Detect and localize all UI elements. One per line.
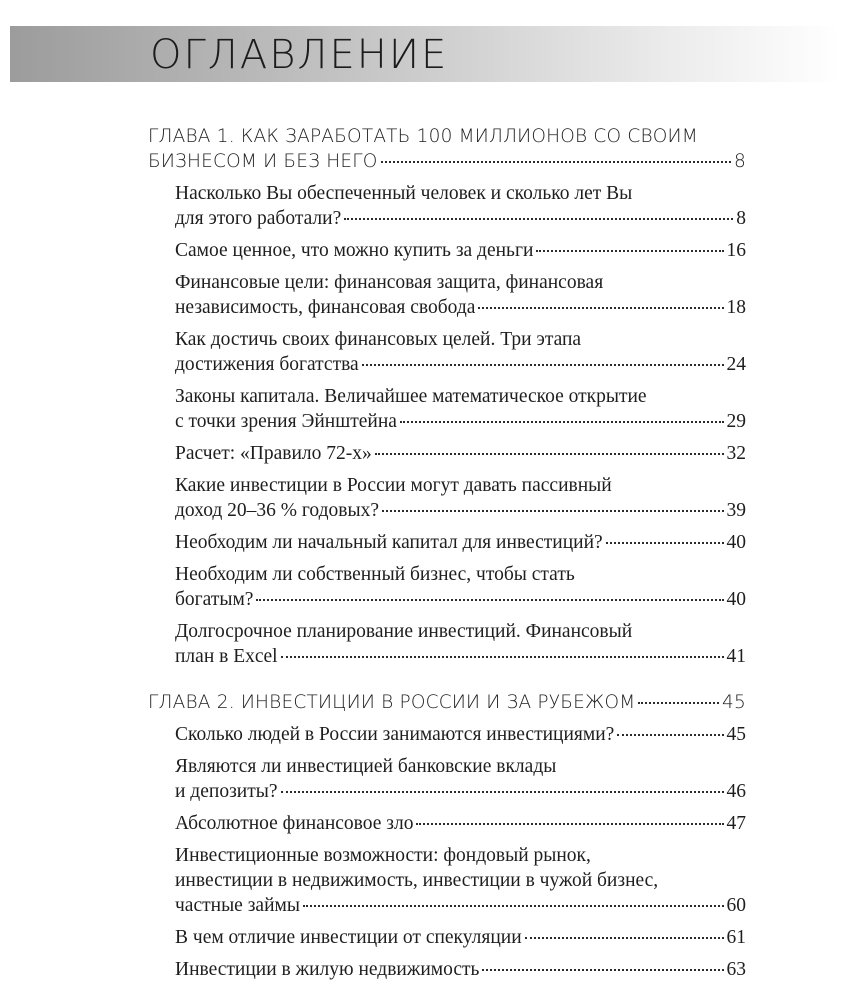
dot-leader [536, 250, 723, 252]
page-number: 39 [726, 500, 746, 521]
section-title-line: Необходим ли начальный капитал для инвестиций? [175, 532, 603, 553]
section-title-line: Расчет: «Правило 72-х» [175, 443, 372, 464]
dot-leader [362, 364, 724, 366]
dot-leader [478, 307, 723, 309]
toc-section[interactable] [148, 181, 746, 231]
section-title-line: независимость, финансовая свобода [175, 297, 476, 318]
dot-leader [382, 510, 723, 512]
section-title-line: Финансовые цели: финансовая защита, финансовая [175, 272, 604, 293]
dot-leader [482, 969, 723, 971]
section-title-line: и депозиты? [175, 781, 278, 802]
section-title-line: доход 20–36 % годовых? [175, 500, 380, 521]
toc-section[interactable] [148, 811, 746, 836]
page-number: 47 [726, 813, 746, 834]
toc-section[interactable] [148, 957, 746, 982]
page-number: 8 [734, 151, 746, 172]
page-number: 8 [736, 208, 746, 229]
page-number: 32 [726, 443, 746, 464]
page-number: 40 [726, 589, 746, 610]
section-title-line: Абсолютное финансовое зло [175, 813, 414, 834]
toc-section[interactable] [148, 238, 746, 263]
section-title-line: Насколько Вы обеспеченный человек и сколько лет Вы [175, 183, 633, 204]
toc-section[interactable] [148, 562, 746, 612]
section-title-line: план в Excel [175, 646, 278, 667]
toc-chapter-1[interactable] [148, 124, 746, 174]
dot-leader [638, 702, 719, 704]
page-number: 63 [726, 959, 746, 980]
chapter-title-line: ГЛАВА 1. КАК ЗАРАБОТАТЬ 100 МИЛЛИОНОВ СО СВОИМ [148, 126, 698, 147]
page-number: 46 [726, 781, 746, 802]
section-title-line: Необходим ли собственный бизнес, чтобы стать [175, 564, 575, 585]
section-title-line: инвестиции в недвижимость, инвестиции в чужой бизнес, [175, 870, 659, 891]
toc-section[interactable] [148, 722, 746, 747]
toc-section[interactable] [148, 327, 746, 377]
section-title-line: для этого работали? [175, 208, 342, 229]
toc-section[interactable] [148, 530, 746, 555]
dot-leader [375, 453, 724, 455]
toc-section[interactable] [148, 925, 746, 950]
dot-leader [617, 734, 723, 736]
page-number: 40 [726, 532, 746, 553]
dot-leader [281, 791, 724, 793]
section-title-line: Инвестиционные возможности: фондовый рынок, [175, 845, 591, 866]
dot-leader [344, 218, 733, 220]
dot-leader [606, 542, 724, 544]
section-title-line: Самое ценное, что можно купить за деньги [175, 240, 534, 261]
chapter-title-line: ГЛАВА 2. ИНВЕСТИЦИИ В РОССИИ И ЗА РУБЕЖОМ [148, 692, 636, 713]
section-title-line: частные займы [175, 895, 300, 916]
toc-section[interactable] [148, 441, 746, 466]
section-title-line: Инвестиции в жилую недвижимость [175, 959, 480, 980]
dot-leader [281, 656, 724, 658]
section-title-line: с точки зрения Эйнштейна [175, 411, 397, 432]
section-title-line: Сколько людей в России занимаются инвестициями? [175, 724, 615, 745]
page-number: 61 [726, 927, 746, 948]
section-title-line: Законы капитала. Величайшее математическое открытие [175, 386, 647, 407]
toc-section[interactable] [148, 843, 746, 918]
page-number: 29 [726, 411, 746, 432]
toc-section[interactable] [148, 270, 746, 320]
toc-section[interactable] [148, 619, 746, 669]
section-title-line: Являются ли инвестицией банковские вклады [175, 756, 557, 777]
dot-leader [256, 599, 723, 601]
dot-leader [525, 937, 724, 939]
page-number: 16 [726, 240, 746, 261]
dot-leader [381, 161, 732, 163]
toc-section[interactable] [148, 473, 746, 523]
section-title-line: достижения богатства [175, 354, 359, 375]
section-title-line: Долгосрочное планирование инвестиций. Финансовый [175, 621, 633, 642]
page-number: 24 [726, 354, 746, 375]
page-number: 18 [726, 297, 746, 318]
section-title-line: В чем отличие инвестиции от спекуляции [175, 927, 522, 948]
section-title-line: Какие инвестиции в России могут давать пассивный [175, 475, 612, 496]
toc-section[interactable] [148, 754, 746, 804]
section-title-line: Как достичь своих финансовых целей. Три этапа [175, 329, 582, 350]
toc-section[interactable] [148, 384, 746, 434]
dot-leader [400, 421, 724, 423]
section-title-line: богатым? [175, 589, 254, 610]
table-of-contents [148, 124, 746, 982]
page-number: 41 [726, 646, 746, 667]
page-title: ОГЛАВЛЕНИЕ [150, 32, 449, 78]
dot-leader [303, 905, 724, 907]
page-number: 60 [726, 895, 746, 916]
toc-chapter-2[interactable] [148, 690, 746, 715]
dot-leader [416, 823, 723, 825]
page-number: 45 [722, 692, 746, 713]
page-number: 45 [726, 724, 746, 745]
chapter-title-line: БИЗНЕСОМ И БЕЗ НЕГО [148, 151, 378, 172]
